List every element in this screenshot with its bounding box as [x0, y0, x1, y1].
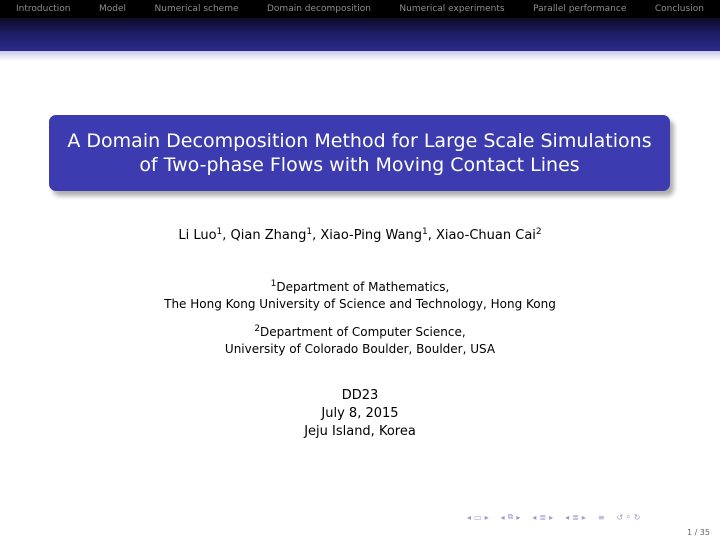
nav-right-arrow-icon[interactable]: ▸ — [581, 512, 586, 522]
author-name: Xiao-Ping Wang — [320, 228, 422, 243]
affil-dept: Department of Computer Science, — [260, 325, 466, 339]
align-icon[interactable]: ≡ — [597, 512, 605, 522]
search-icon[interactable]: ⌕ — [626, 512, 631, 521]
author-name: Qian Zhang — [230, 228, 307, 243]
frame-icon[interactable]: ▭ — [474, 512, 482, 522]
event-info — [0, 387, 720, 441]
subsection-icon[interactable]: ⧉ — [507, 512, 514, 521]
author-name: Xiao-Chuan Cai — [435, 228, 536, 243]
affiliation-2 — [0, 324, 720, 358]
affil-institution: The Hong Kong University of Science and Technology, Hong Kong — [164, 297, 556, 311]
undo-icon[interactable]: ↺ — [616, 512, 624, 522]
nav-left-arrow-icon[interactable]: ◂ — [532, 512, 537, 522]
title-line-1: A Domain Decomposition Method for Large Scale Simulations — [67, 130, 652, 152]
nav-model[interactable]: Model — [99, 4, 127, 14]
nav-left-arrow-icon[interactable]: ◂ — [500, 512, 505, 522]
nav-right-arrow-icon[interactable]: ▸ — [549, 512, 554, 522]
author-affil-mark: 2 — [535, 227, 542, 237]
affil-mark: 1 — [270, 279, 277, 289]
nav-left-arrow-icon[interactable]: ◂ — [565, 512, 570, 522]
author-affil-mark: 1 — [216, 227, 223, 237]
author-affil-mark: 1 — [421, 227, 428, 237]
affiliation-1 — [0, 279, 720, 313]
nav-parallel-performance[interactable]: Parallel performance — [533, 4, 627, 14]
affil-mark: 2 — [254, 324, 261, 334]
section-icon[interactable]: ≣ — [539, 512, 547, 522]
header-fade — [0, 51, 720, 61]
author-list: Li Luo$^1$, Qian Zhang$^1$, Xiao-Ping Wang$^1$, Xiao-Chuan Cai$^2$ — [178, 227, 542, 243]
nav-left-arrow-icon[interactable]: ◂ — [467, 512, 472, 522]
nav-right-arrow-icon[interactable]: ▸ — [516, 512, 521, 522]
header-band — [0, 18, 720, 51]
event-name: DD23 — [341, 388, 379, 403]
nav-numerical-experiments[interactable]: Numerical experiments — [399, 4, 505, 14]
page-number: 1 / 35 — [686, 528, 710, 537]
event-place: Jeju Island, Korea — [304, 424, 416, 439]
section-icon[interactable]: ≣ — [572, 512, 579, 522]
nav-domain-decomposition[interactable]: Domain decomposition — [267, 4, 371, 14]
nav-right-arrow-icon[interactable]: ▸ — [484, 512, 489, 522]
title-block — [49, 115, 670, 191]
nav-conclusion[interactable]: Conclusion — [654, 4, 704, 14]
event-date: July 8, 2015 — [321, 406, 399, 421]
redo-icon[interactable]: ↻ — [633, 512, 641, 522]
title-line-2: of Two-phase Flows with Moving Contact Lines — [139, 154, 580, 176]
author-affil-mark: 1 — [306, 227, 313, 237]
affil-dept: Department of Mathematics, — [276, 280, 450, 294]
affil-institution: University of Colorado Boulder, Boulder, USA — [224, 342, 496, 356]
beamer-navigation — [467, 510, 707, 524]
section-navbar — [0, 0, 720, 18]
nav-numerical-scheme[interactable]: Numerical scheme — [154, 4, 239, 14]
author-name: Li Luo — [178, 228, 217, 243]
nav-introduction[interactable]: Introduction — [16, 4, 71, 14]
